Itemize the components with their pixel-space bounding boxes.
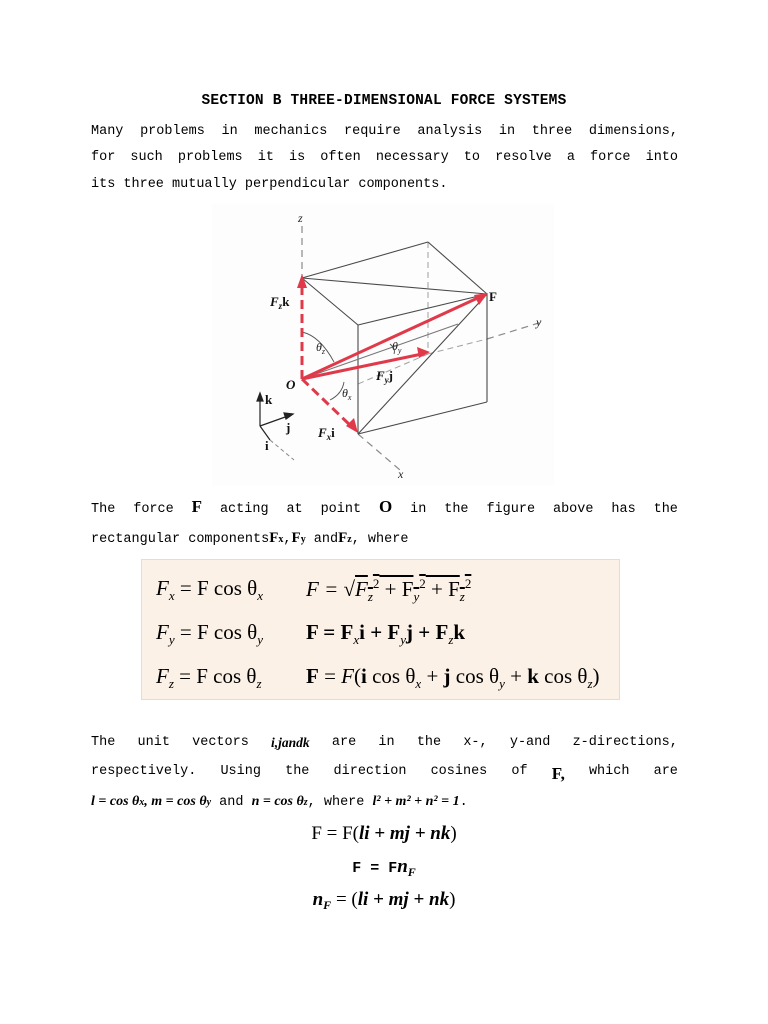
final-eq-1: F = F(li + mj + nk) bbox=[311, 823, 457, 844]
z-axis-label: z bbox=[298, 211, 303, 225]
unit-j-label: j bbox=[286, 420, 291, 435]
intro-line-2: for such problems it is often necessary to resolve a force into bbox=[91, 150, 678, 165]
eq-fy: $F_y = F$ $\cos \theta_y$ bbox=[156, 620, 263, 647]
fzk-label: $F_zk$ bbox=[270, 294, 290, 311]
theta-y-label: $\theta_y$ bbox=[392, 339, 402, 355]
para3-line-1: The unit vectors i,jandk are in the x-, y-and z-directions, bbox=[91, 735, 678, 750]
section-title: SECTION B THREE-DIMENSIONAL FORCE SYSTEMS bbox=[201, 93, 567, 109]
fyj-label: $F_yj$ bbox=[376, 368, 394, 385]
para2-line-2: rectangular componentsFx,Fy andFz, where bbox=[91, 530, 409, 547]
y-axis-label: y bbox=[536, 315, 542, 329]
eq-f-magnitude: $F = √F_z^2 + F_y^2 + F_z^2$ bbox=[306, 576, 472, 604]
unit-k-label: k bbox=[265, 392, 273, 407]
para2-line-1: The force F acting at point O in the figure above has the bbox=[91, 497, 678, 517]
equation-box bbox=[141, 559, 620, 700]
para3-line-2: respectively. Using the direction cosines of F, which are bbox=[91, 764, 678, 783]
force-F-label: F bbox=[489, 289, 497, 304]
eq-fx: $F_x = F$ $\cos \theta_x$ bbox=[156, 576, 263, 603]
fxi-label: $F_xi$ bbox=[318, 425, 335, 442]
theta-z-label: $\theta_z$ bbox=[316, 340, 326, 356]
final-eq-2: $F = Fn_F$ bbox=[352, 856, 416, 879]
para3-line-3: l = cos θx, m = cos θy and n = cos θz, where l² + m² + n² = 1. bbox=[91, 794, 468, 810]
origin-O-label: O bbox=[286, 377, 296, 392]
theta-x-label: $\theta_x$ bbox=[342, 386, 352, 402]
force-diagram-figure bbox=[212, 204, 554, 486]
eq-f-vector: $F = F_xi + F_yj + F_zk$ bbox=[306, 620, 466, 647]
unit-i-label: i bbox=[265, 438, 269, 453]
intro-line-1: Many problems in mechanics require analysis in three dimensions, bbox=[91, 124, 678, 139]
eq-f-direction: F = F(i $\cos \theta_x + j$ $\cos \theta_y + k$ $\cos \theta_z$) bbox=[306, 664, 600, 691]
x-axis-label: x bbox=[398, 467, 404, 481]
intro-line-3: its three mutually perpendicular components. bbox=[91, 177, 448, 192]
eq-fz: $F_z = F$ $\cos \theta_z$ bbox=[156, 664, 262, 691]
final-eq-3: $n_F = (li$ + mj + nk) bbox=[312, 889, 456, 912]
